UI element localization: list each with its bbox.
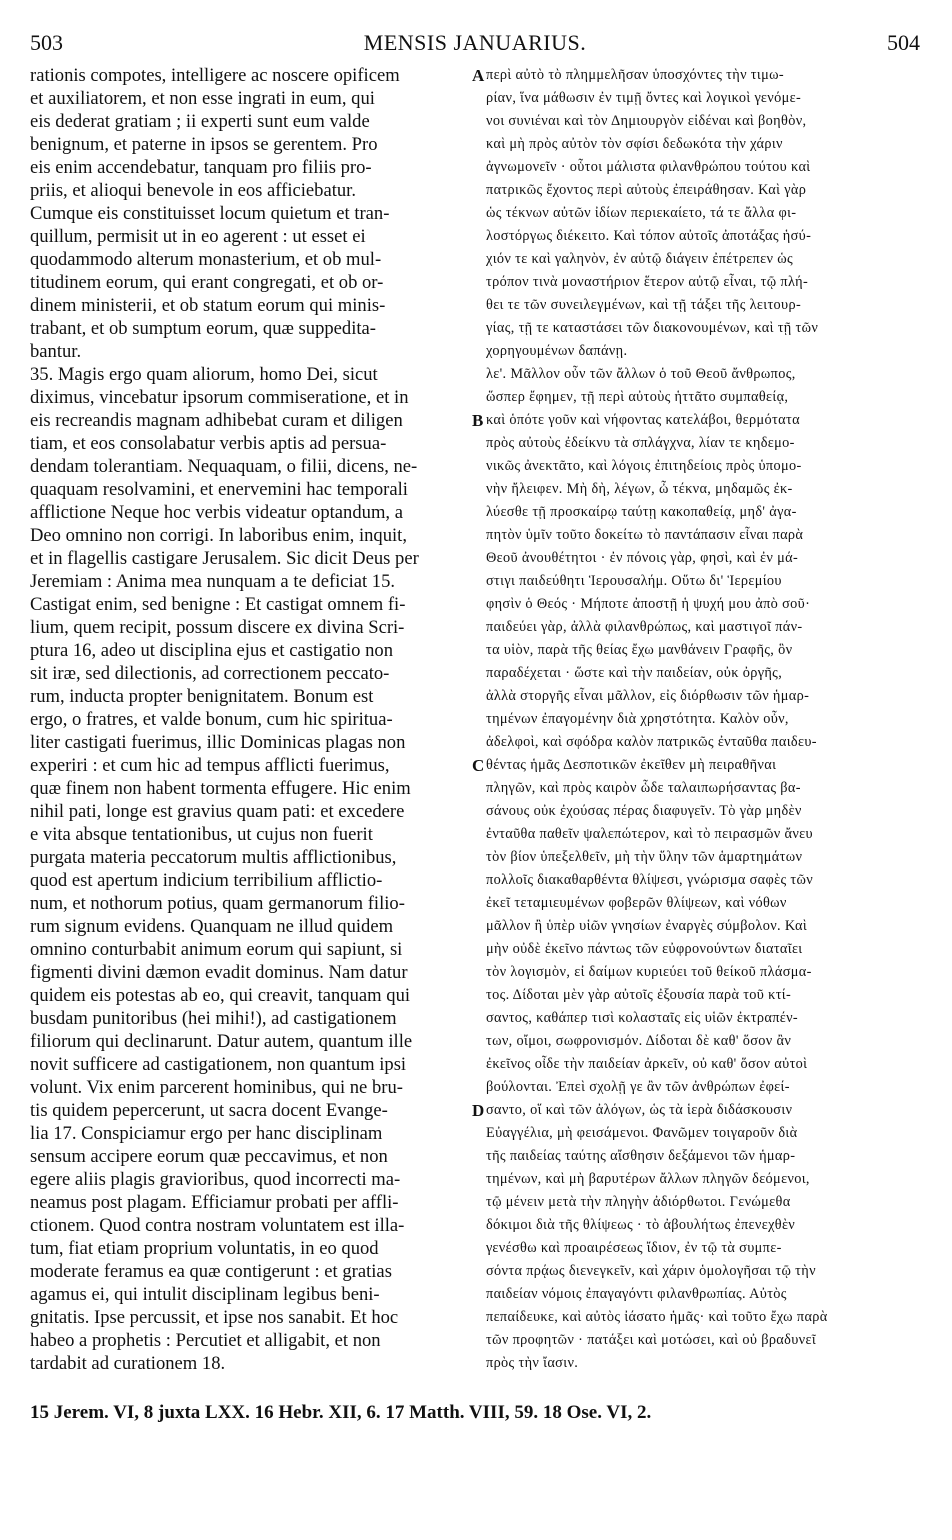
greek-text-line: σαντος, καθάπερ τισὶ κολασταῖς εἰς υἱῶν ἐκτραπέν- [486, 1010, 799, 1026]
latin-text-line: eis enim accendebatur, tanquam pro filiis pro- [30, 157, 372, 178]
greek-text-line: Θεοῦ ἀνουθέτητοι · ἐν πόνοις γὰρ, φησὶ, καὶ ἐν μά- [486, 550, 799, 566]
greek-text-line: σάνους οὐκ ἐχούσας πέρας διαφυγεῖν. Τὸ γὰρ μηδὲν [486, 803, 802, 819]
greek-text-line: ἐκεῖνος οἶδε τὴν παιδείαν ἀρκεῖν, οὐ καθ' ὅσον αὐτοὶ [486, 1056, 808, 1072]
greek-text-line: τα υἱὸν, παρὰ τῆς θείας ἔχω μανθάνειν Γραφῆς, ὃν [486, 642, 793, 658]
greek-text-line: τημένων ἐπαγομένην διὰ χρηστότητα. Καλὸν οὖν, [486, 711, 789, 727]
latin-text-line: rationis compotes, intelligere ac noscere opificem [30, 65, 400, 86]
greek-text-line: παιδείαν νόμοις ἐπαγαγόντι φιλανθρωπίας. Αὐτὸς [486, 1286, 787, 1302]
greek-text-line: ὥσπερ ἔφημεν, τῇ περὶ αὐτοὺς ἡττᾶτο συμπαθείᾳ, [486, 389, 789, 405]
latin-text-line: quodammodo alterum monasterium, et ob mul- [30, 249, 382, 270]
latin-text-line: priis, et alioqui benevole in eos afficiebatur. [30, 180, 356, 201]
page-number-right: 504 [887, 30, 920, 55]
greek-text-line: ὡς τέκνων αὐτῶν ἰδίων περιεκαίετο, τά τε ἄλλα φι- [486, 205, 797, 221]
latin-text-line: ptura 16, adeo ut disciplina ejus et castigatio non [30, 640, 394, 661]
latin-text-line: experiri : et cum hic ad tempus afflicti fuerimus, [30, 755, 390, 776]
latin-text-line: dinem ministerii, et ob statum eorum qui minis- [30, 295, 386, 316]
latin-text-line: egere aliis plagis gravioribus, quod incorrecti ma- [30, 1169, 401, 1190]
greek-text-line: φησὶν ὁ Θεός · Μήποτε ἀποστῇ ἡ ψυχή μου ἀπὸ σοῦ· [486, 596, 811, 612]
greek-text-line: γίας, τῇ τε καταστάσει τῶν διακονουμένων, καὶ τῇ τῶν [486, 320, 819, 336]
latin-column [30, 64, 470, 1375]
latin-text-line: ctionem. Quod contra nostram voluntatem est illa- [30, 1215, 405, 1236]
greek-text-line: ἀδελφοὶ, καὶ σφόδρα καλὸν πατρικῶς ἐνταῦθα παιδευ- [486, 734, 817, 750]
latin-text-line: omnino conturbabit animum eorum qui sapiunt, si [30, 939, 403, 960]
latin-text-line: tis quidem pepercerunt, ut sacra docent Evange- [30, 1100, 388, 1121]
latin-text-line: lia 17. Conspiciamur ergo per hanc disciplinam [30, 1123, 383, 1144]
latin-text-line: purgata materia peccatorum multis afflictionibus, [30, 847, 397, 868]
latin-text-line: neamus post plagam. Efficiamur probati per affli- [30, 1192, 399, 1213]
latin-text-line: busdam punitoribus (hei mihi!), ad castigationem [30, 1008, 397, 1029]
latin-text-line: eis recreandis magnam adhibebat curam et diligen [30, 410, 403, 431]
greek-text-line: Εὐαγγέλια, μὴ φεισάμενοι. Φανῶμεν τοιγαροῦν διὰ [486, 1125, 798, 1141]
latin-text-line: sensum accipere eorum quæ peccavimus, et non [30, 1146, 388, 1167]
greek-text-line: χορηγουμένων δαπάνῃ. [486, 343, 628, 359]
greek-text-line: τημένων, καὶ μὴ βαρυτέρων ἄλλων πληγῶν δεόμενοι, [486, 1171, 810, 1187]
greek-text-line: πρὸς αὐτοὺς ἐδείκνυ τὰ σπλάγχνα, λίαν τε κηδεμο- [486, 435, 795, 451]
latin-text-line: benignum, et paterne in ipsos se gerentem. Pro [30, 134, 378, 155]
latin-text-line: eis dederat gratiam ; ii experti sunt eum valde [30, 111, 370, 132]
latin-text-line: quod est apertum indicium terribilium afflictio- [30, 870, 383, 891]
latin-text-line: quaquam resolvamini, et enervemini hac temporali [30, 479, 408, 500]
greek-text-line: καὶ ὁπότε γοῦν καὶ νήφοντας κατελάβοι, θερμότατα [486, 412, 800, 428]
latin-text-line: et auxiliatorem, et non esse ingrati in eum, qui [30, 88, 375, 109]
greek-text-line: παραδέχεται · ὥστε καὶ τὴν παιδείαν, οὐκ ὀργῆς, [486, 665, 783, 681]
latin-text-line: Castigat enim, sed benigne : Et castigat omnem fi- [30, 594, 406, 615]
latin-text-line: bantur. [30, 341, 82, 362]
latin-text-line: titudinem eorum, qui erant congregati, et ob or- [30, 272, 384, 293]
greek-text-line: των, οἴμοι, σωφρονισμόν. Δίδοται δὲ καθ' ὅσον ἂν [486, 1033, 792, 1049]
greek-text-line: θει τε τῶν συνειλεγμένων, καὶ τῇ τάξει τῆς λειτουρ- [486, 297, 802, 313]
greek-text-line: χιόν τε καὶ γαληνὸν, ἐν αὐτῷ διάγειν ἐπέτρεπεν ὡς [486, 251, 793, 267]
latin-text-line: quæ finem non habent tormenta effugere. Hic enim [30, 778, 411, 799]
latin-text-line: afflictione Neque hoc verbis videatur optandum, a [30, 502, 403, 523]
latin-text-line: quillum, permisit ut in eo agerent : ut esset ei [30, 226, 366, 247]
greek-text-line: νοι συνιέναι καὶ τὸν Δημιουργὸν εἰδέναι καὶ βοηθὸν, [486, 113, 807, 129]
greek-text-line: τῶν προφητῶν · πατάξει καὶ μοτώσει, καὶ οὐ βραδυνεῖ [486, 1332, 817, 1348]
latin-text-line: Jeremiam : Anima mea nunquam a te deficiat 15. [30, 571, 396, 592]
greek-text-line: ἀγνωμονεῖν · οὗτοι μάλιστα φιλανθρώπου τούτου καὶ [486, 159, 811, 175]
latin-text-line: diximus, vincebatur ipsorum commiseratione, et in [30, 387, 409, 408]
latin-text-line: num, et nothorum potius, quam germanorum filio- [30, 893, 405, 914]
greek-text-line: νὴν ἤλειφεν. Μὴ δὴ, λέγων, ὦ τέκνα, μηδαμῶς ἐκ- [486, 481, 793, 497]
latin-text-line: moderate feramus ea quæ contigerunt : et gratias [30, 1261, 392, 1282]
greek-text-line: μὴν οὐδὲ ἐκεῖνο πάντως τῶν εὐφρονούντων διαταῖει [486, 941, 803, 957]
greek-text-line: ρίαν, ἵνα μάθωσιν ἐν τιμῇ ὄντες καὶ λογικοὶ γενόμε- [486, 90, 802, 106]
greek-text-line: σαντο, οἵ καὶ τῶν ἀλόγων, ὡς τὰ ἱερὰ διδάσκουσιν [486, 1102, 793, 1118]
latin-text-line: filiorum qui declinarunt. Datur autem, quantum ille [30, 1031, 413, 1052]
latin-text-line: 35. Magis ergo quam aliorum, homo Dei, sicut [30, 364, 378, 385]
greek-text-line: τος. Δίδοται μὲν γὰρ αὐτοῖς ἐξουσία παρὰ τοῦ κτί- [486, 987, 792, 1003]
latin-text-line: gnitatis. Ipse percussit, et ipse nos sanabit. Et hoc [30, 1307, 399, 1328]
running-title: MENSIS JANUARIUS. [363, 30, 587, 55]
greek-text-line: πατρικῶς ἔχοντος περὶ αὐτοὺς ἐπειράθησαν. Καὶ γὰρ [486, 182, 807, 198]
latin-text-line: tardabit ad curationem 18. [30, 1353, 226, 1374]
greek-text-line: λε'. Μᾶλλον οὖν τῶν ἄλλων ὁ τοῦ Θεοῦ ἄνθρωπος, [486, 366, 796, 382]
margin-letter-b: B [472, 411, 484, 430]
greek-text-line: καὶ μὴ πρὸς αὐτὸν τὸν σφίσι δεδωκότα τὴν χάριν [486, 136, 783, 152]
latin-text-line: volunt. Vix enim parcerent hominibus, qui ne bru- [30, 1077, 403, 1098]
greek-text-line: τρόπον τινὰ μοναστήριον ἕτερον αὐτῷ εἶναι, τῷ πλή- [486, 274, 809, 290]
greek-text-line: ἐκεῖ τεταμιευμένων φοβερῶν θλίψεων, καὶ νόθων [486, 895, 787, 911]
greek-text-line: τῆς παιδείας ταύτης αἴσθησιν δεξάμενοι τῶν ἡμαρ- [486, 1148, 796, 1164]
latin-text-line: tiam, et eos consolabatur verbis aptis ad persua- [30, 433, 387, 454]
greek-text-line: βούλονται. Ἐπεὶ σχολῇ γε ἂν τῶν ἀνθρώπων ἐφεί- [486, 1079, 790, 1095]
greek-text-line: θέντας ἡμᾶς Δεσποτικῶν ἐκεῖθεν μὴ πειραθῆναι [486, 757, 777, 773]
latin-text-line: Cumque eis constituisset locum quietum et tran- [30, 203, 390, 224]
latin-text-line: e vita absque tentationibus, ut cujus non fuerit [30, 824, 373, 845]
latin-text-line: ergo, o fratres, et valde bonum, cum hic spiritua- [30, 709, 393, 730]
greek-text-line: πεπαίδευκε, καὶ αὐτὸς ἰάσατο ἡμᾶς· καὶ τοῦτο ἔχω παρὰ [486, 1309, 828, 1325]
page-number-left: 503 [30, 30, 63, 55]
greek-text-line: λύεσθε τῇ προσκαίρῳ ταύτῃ κακοπαθείᾳ, μηδ' ἀγα- [486, 504, 797, 520]
footnotes: 15 Jerem. VI, 8 juxta LXX. 16 Hebr. XII, 6. 17 Matth. VIII, 59. 18 Ose. VI, 2. [30, 1402, 652, 1423]
latin-text-line: dendam tolerantiam. Nequaquam, o filii, dicens, ne- [30, 456, 418, 477]
greek-text-line: τῷ μένειν μετὰ τὴν πληγὴν ἀδιόρθωτοι. Γενώμεθα [486, 1194, 791, 1210]
latin-text-line: trabant, et ob sumptum eorum, quæ suppedita- [30, 318, 376, 339]
greek-text-line: ἀλλὰ στοργῆς εἶναι μᾶλλον, εἰς διόρθωσιν τῶν ἡμαρ- [486, 688, 810, 704]
greek-text-line: τὸν βίον ὑπεξελθεῖν, μὴ τὴν ὕλην τῶν ἁμαρτημάτων [486, 849, 803, 865]
greek-text-line: δόκιμοι διὰ τῆς θλίψεως · τὸ ἀβουλήτως ἐπενεχθὲν [486, 1217, 796, 1233]
greek-text-line: λοστόργως διέκειτο. Καὶ τόπον αὐτοῖς ἀποτάξας ἡσύ- [486, 228, 812, 244]
greek-text-line: πολλοῖς διακαθαρθέντα θλίψεσι, γνώρισμα σαφὲς τῶν [486, 872, 814, 888]
greek-text-line: πληγῶν, καὶ πρὸς καιρὸν ὧδε ταλαιπωρήσαντας βα- [486, 780, 801, 796]
latin-text-line: lium, quem recipit, possum discere ex divina Scri- [30, 617, 405, 638]
latin-text-line: et in flagellis castigare Jerusalem. Sic dicit Deus per [30, 548, 419, 569]
margin-letter-c: C [472, 756, 485, 775]
latin-text-line: novit sufficere ad castigationem, non quantum ipsi [30, 1054, 407, 1075]
greek-text-line: τὸν λογισμὸν, εἰ δαίμων κυριεύει τοῦ θείκοῦ πλάσμα- [486, 964, 812, 980]
greek-text-line: σόντα πρᾴως διενεγκεῖν, καὶ χάριν ὁμολογῆσαι τῷ τὴν [486, 1263, 816, 1279]
margin-letter-a: A [472, 66, 485, 85]
latin-text-line: rum signum evidens. Quanquam ne illud quidem [30, 916, 394, 937]
latin-text-line: liter castigati fuerimus, illic Dominicas plagas non [30, 732, 406, 753]
greek-text-line: παιδεύει γὰρ, ἀλλὰ φιλανθρώπως, καὶ μαστιγοῖ πάν- [486, 619, 803, 635]
greek-text-line: περὶ αὐτὸ τὸ πλημμελῆσαν ὑποσχόντες τὴν τιμω- [486, 67, 784, 83]
greek-text-line: πητὸν ὑμῖν τοῦτο δοκείτω τὸ παντάπασιν εἶναι παρὰ [486, 527, 804, 543]
latin-text-line: figmenti divini dæmon evadit dominus. Nam datur [30, 962, 408, 983]
greek-text-line: πρὸς τὴν ἴασιν. [486, 1355, 579, 1371]
latin-text-line: tum, fiat etiam proprium voluntatis, in eo quod [30, 1238, 379, 1259]
latin-text-line: rum, inducta propter benignitatem. Bonum est [30, 686, 374, 707]
latin-text-line: agamus ei, qui intulit disciplinam legibus beni- [30, 1284, 380, 1305]
greek-text-line: γενέσθω καὶ προαιρέσεως ἴδιον, ἐν τῷ τὰ συμπε- [486, 1240, 782, 1256]
latin-text-line: Deo omnino non corrigi. In laboribus enim, inquit, [30, 525, 407, 546]
greek-column [486, 64, 918, 1375]
greek-text-line: νικῶς ἀνεκτᾶτο, καὶ λόγοις ἐπιτηδείοις πρὸς ὑπομο- [486, 458, 802, 474]
latin-text-line: sit iræ, sed dilectionis, ad correctionem peccato- [30, 663, 390, 684]
greek-text-line: στιγι παιδεύθητι Ἱερουσαλήμ. Οὕτω δι' Ἱερεμίου [486, 573, 782, 589]
greek-text-line: μᾶλλον ἢ ὑπὲρ υἱῶν γνησίων ἐναργὲς σύμβολον. Καὶ [486, 918, 808, 934]
latin-text-line: quidem eis potestas ab eo, qui creavit, tanquam qui [30, 985, 411, 1006]
margin-letter-d: D [472, 1101, 485, 1120]
page-header [30, 26, 920, 60]
greek-text-line: ἐνταῦθα παθεῖν ψαλεπώτερον, καὶ τὸ πειρασμῶν ἄνευ [486, 826, 813, 842]
latin-text-line: nihil pati, longe est gravius quam pati: et excedere [30, 801, 405, 822]
latin-text-line: habeo a prophetis : Percutiet et alligabit, et non [30, 1330, 381, 1351]
